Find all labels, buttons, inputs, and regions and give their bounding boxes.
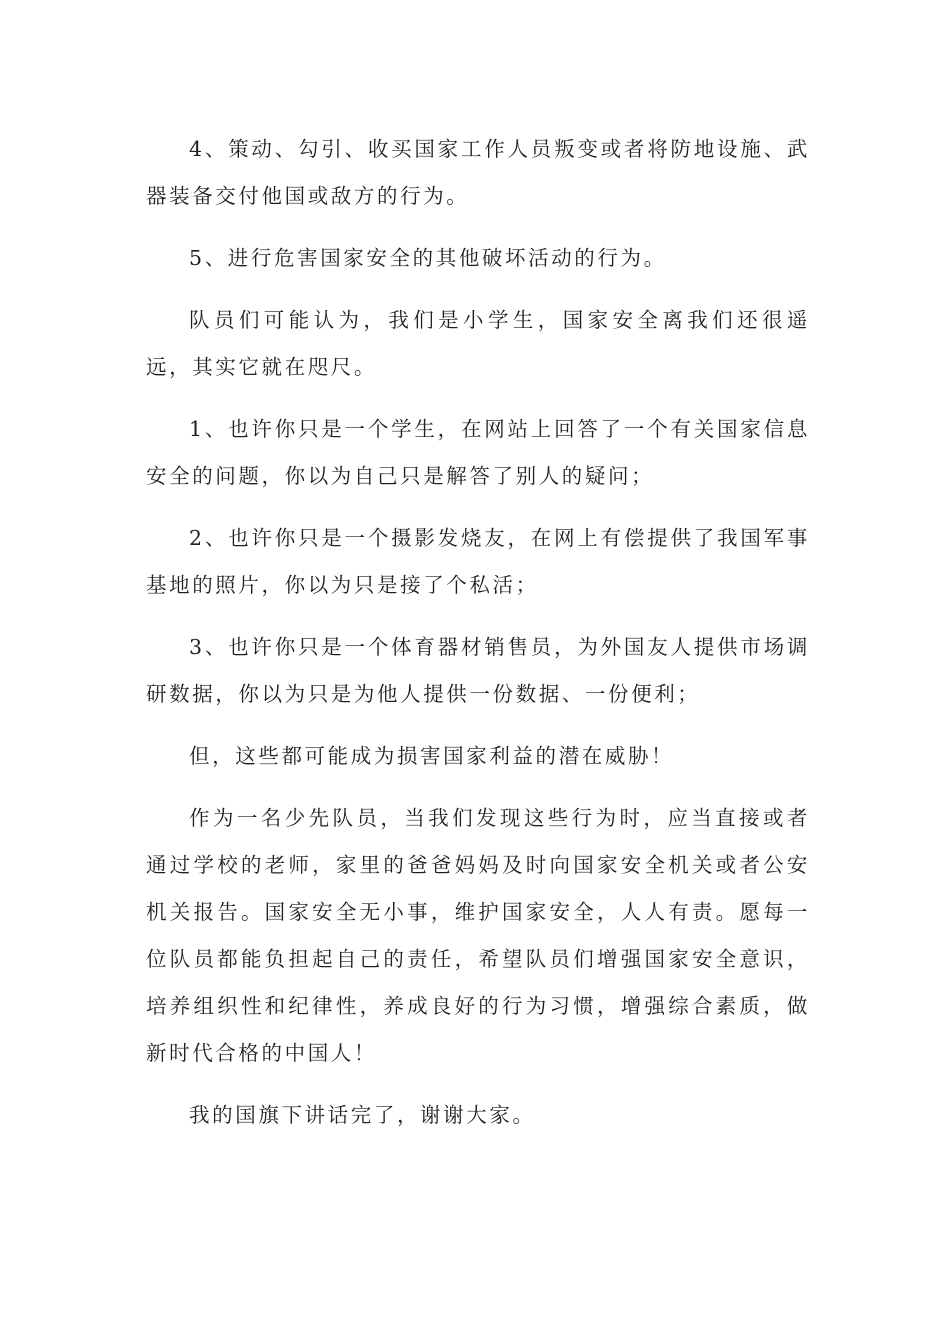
paragraph-item-4: 4、策动、勾引、收买国家工作人员叛变或者将防地设施、武器装备交付他国或敌方的行为。 [146,137,810,208]
paragraph-example-1: 1、也许你只是一个学生，在网站上回答了一个有关国家信息安全的问题，你以为自己只是解答了别人的疑问； [146,417,810,488]
paragraph-warning: 但，这些都可能成为损害国家利益的潜在威胁！ [189,744,675,768]
document-body [146,126,810,1154]
paragraph-intro: 队员们可能认为，我们是小学生，国家安全离我们还很遥远，其实它就在咫尺。 [146,308,810,379]
paragraph-closing: 我的国旗下讲话完了，谢谢大家。 [189,1103,536,1127]
paragraph-example-2: 2、也许你只是一个摄影发烧友，在网上有偿提供了我国军事基地的照片，你以为只是接了个私活； [146,526,810,597]
paragraph-example-3: 3、也许你只是一个体育器材销售员，为外国友人提供市场调研数据，你以为只是为他人提供一份数据、一份便利； [146,635,810,706]
paragraph-item-5: 5、进行危害国家安全的其他破坏活动的行为。 [189,246,667,270]
paragraph-call-to-action: 作为一名少先队员，当我们发现这些行为时，应当直接或者通过学校的老师，家里的爸爸妈妈及时向国家安全机关或者公安机关报告。国家安全无小事，维护国家安全，人人有责。愿每一位队员都能负担起自己的责任，希望队员们增强国家安全意识，培养组织性和纪律性，养成良好的行为习惯，增强综合素质，做新时代合格的中国人！ [146,806,810,1065]
